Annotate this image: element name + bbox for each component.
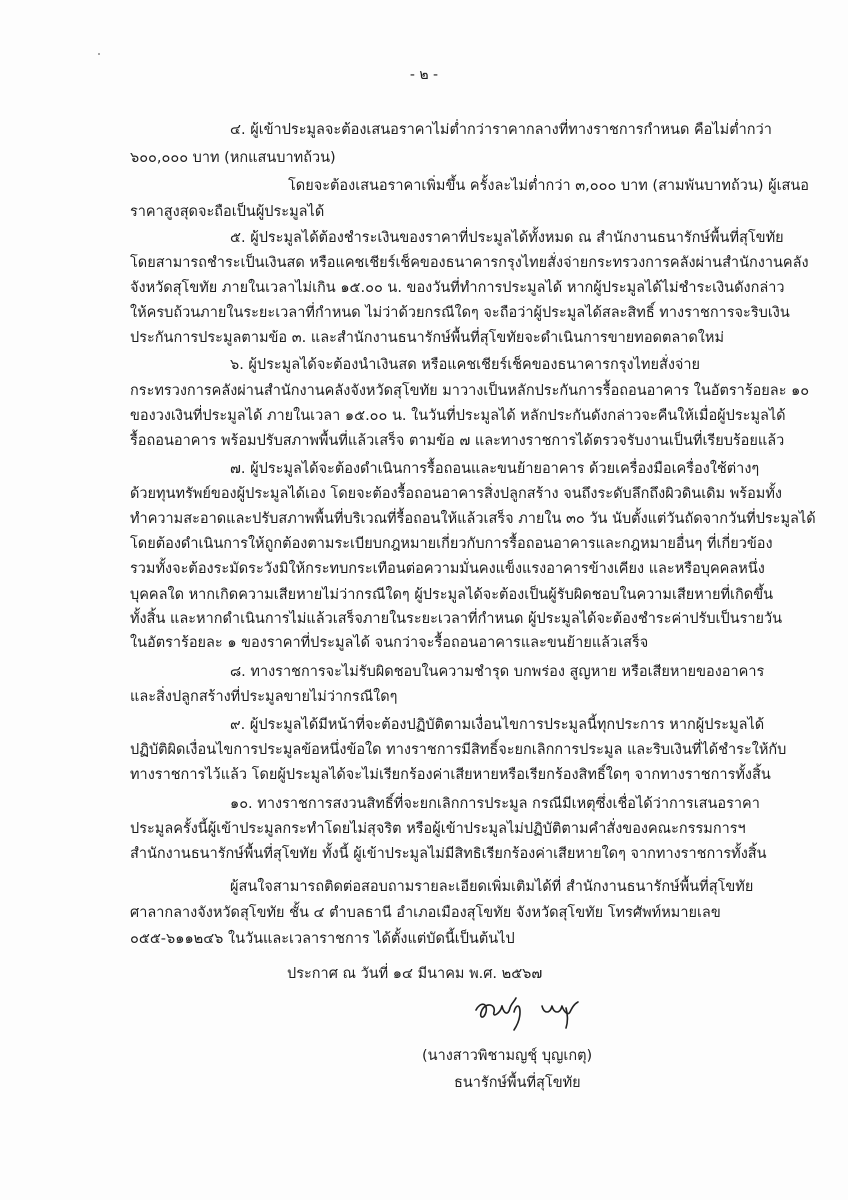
clause-8-line-2: และสิ่งปลูกสร้างที่ประมูลขายไม่ว่ากรณีใดๆ	[130, 689, 398, 705]
clause-8-line-1: ๘. ทางราชการจะไม่รับผิดชอบในความชำรุด บกพร่อง สูญหาย หรือเสียหายของอาคาร	[230, 664, 765, 680]
signatory-title: ธนารักษ์พื้นที่สุโขทัย	[454, 1075, 581, 1091]
clause-7-line-5: รวมทั้งจะต้องระมัดระวังมิให้กระทบกระเทือนต่อความมั่นคงแข็งแรงอาคารข้างเคียง และหรือบุคคลหนึ่ง	[130, 561, 765, 577]
contact-line-1: ผู้สนใจสามารถติดต่อสอบถามรายละเอียดเพิ่มเติมได้ที่ สำนักงานธนารักษ์พื้นที่สุโขทัย	[230, 879, 754, 895]
clause-5-line-2: โดยสามารถชำระเป็นเงินสด หรือแคชเชียร์เช็คของธนาคารกรุงไทยสั่งจ่ายกระทรวงการคลังผ่านสำนักงานคลัง	[130, 255, 809, 271]
clause-9-line-2: ปฏิบัติผิดเงื่อนไขการประมูลข้อหนึ่งข้อใด ทางราชการมีสิทธิ์จะยกเลิกการประมูล และริบเงินที่ได้ชำระให้กับ	[130, 742, 787, 758]
clause-7-line-6: บุคคลใด หากเกิดความเสียหายไม่ว่ากรณีใดๆ ผู้ประมูลได้จะต้องเป็นผู้รับผิดชอบในความเสียหายที่เกิดขึ้น	[130, 587, 774, 603]
handwritten-signature	[470, 990, 610, 1034]
scan-speck	[98, 53, 100, 55]
clause-5-line-4: ให้ครบถ้วนภายในระยะเวลาที่กำหนด ไม่ว่าด้วยกรณีใดๆ จะถือว่าผู้ประมูลได้สละสิทธิ์ ทางราชการจะริบเงิน	[130, 305, 790, 321]
clause-4-line-1: ๔. ผู้เข้าประมูลจะต้องเสนอราคาไม่ต่ำกว่าราคากลางที่ทางราชการกำหนด คือไม่ต่ำกว่า	[230, 122, 772, 138]
clause-7-line-7: ทั้งสิ้น และหากดำเนินการไม่แล้วเสร็จภายในระยะเวลาที่กำหนด ผู้ประมูลได้จะต้องชำระค่าปรับเป็นรายวัน	[130, 611, 783, 627]
clause-7-line-2: ด้วยทุนทรัพย์ของผู้ประมูลได้เอง โดยจะต้องรื้อถอนอาคารสิ่งปลูกสร้าง จนถึงระดับลึกถึงผิวดินเดิม พร้อมทั้ง	[130, 486, 782, 502]
clause-5-line-5: ประกันการประมูลตามข้อ ๓. และสำนักงานธนารักษ์พื้นที่สุโขทัยจะดำเนินการขายทอดตลาดใหม่	[130, 330, 725, 346]
contact-line-2: ศาลากลางจังหวัดสุโขทัย ชั้น ๔ ตำบลธานี อำเภอเมืองสุโขทัย จังหวัดสุโขทัย โทรศัพท์หมายเลข	[130, 905, 721, 921]
clause-6-line-2: กระทรวงการคลังผ่านสำนักงานคลังจังหวัดสุโขทัย มาวางเป็นหลักประกันการรื้อถอนอาคาร ในอัตราร้อยละ ๑๐	[130, 383, 810, 399]
bid-increment-line-1: โดยจะต้องเสนอราคาเพิ่มขึ้น ครั้งละไม่ต่ำกว่า ๓,๐๐๐ บาท (สามพันบาทถ้วน) ผู้เสนอ	[288, 178, 810, 194]
clause-9-line-1: ๙. ผู้ประมูลได้มีหน้าที่จะต้องปฏิบัติตามเงื่อนไขการประมูลนี้ทุกประการ หากผู้ประมูลได้	[230, 717, 765, 733]
clause-4-line-2: ๖๐๐,๐๐๐ บาท (หกแสนบาทถ้วน)	[130, 150, 336, 166]
clause-6-line-3: ของวงเงินที่ประมูลได้ ภายในเวลา ๑๕.๐๐ น. ในวันที่ประมูลได้ หลักประกันดังกล่าวจะคืนให้เมื่อผู้ประมูลได้	[130, 408, 786, 424]
clause-6-line-1: ๖. ผู้ประมูลได้จะต้องนำเงินสด หรือแคชเชียร์เช็คของธนาคารกรุงไทยสั่งจ่าย	[230, 357, 701, 373]
clause-5-line-3: จังหวัดสุโขทัย ภายในเวลาไม่เกิน ๑๕.๐๐ น. ของวันที่ทำการประมูลได้ หากผู้ประมูลได้ไม่ชำระเงินดังกล่าว	[130, 280, 785, 296]
clause-7-line-8: ในอัตราร้อยละ ๑ ของราคาที่ประมูลได้ จนกว่าจะรื้อถอนอาคารและขนย้ายแล้วเสร็จ	[130, 635, 649, 651]
clause-9-line-3: ทางราชการไว้แล้ว โดยผู้ประมูลได้จะไม่เรียกร้องค่าเสียหายหรือเรียกร้องสิทธิ์ใดๆ จากทางราชการทั้งสิ้น	[130, 767, 771, 783]
clause-5-line-1: ๕. ผู้ประมูลได้ต้องชำระเงินของราคาที่ประมูลได้ทั้งหมด ณ สำนักงานธนารักษ์พื้นที่สุโขทัย	[230, 230, 784, 246]
page-number: - ๒ -	[409, 67, 439, 83]
clause-7-line-1: ๗. ผู้ประมูลได้จะต้องดำเนินการรื้อถอนและขนย้ายอาคาร ด้วยเครื่องมือเครื่องใช้ต่างๆ	[230, 461, 760, 477]
signatory-name: (นางสาวพิชามญชุ์ บุญเกตุ)	[422, 1048, 593, 1064]
announcement-date: ประกาศ ณ วันที่ ๑๔ มีนาคม พ.ศ. ๒๕๖๗	[287, 966, 543, 982]
clause-10-line-1: ๑๐. ทางราชการสงวนสิทธิ์ที่จะยกเลิกการประมูล กรณีมีเหตุซึ่งเชื่อได้ว่าการเสนอราคา	[230, 796, 760, 812]
clause-10-line-3: สำนักงานธนารักษ์พื้นที่สุโขทัย ทั้งนี้ ผู้เข้าประมูลไม่มีสิทธิเรียกร้องค่าเสียหายใดๆ จากทางราชการทั้งสิ้น	[130, 846, 767, 862]
clause-10-line-2: ประมูลครั้งนี้ผู้เข้าประมูลกระทำโดยไม่สุจริต หรือผู้เข้าประมูลไม่ปฏิบัติตามคำสั่งของคณะกรรมการฯ	[130, 821, 746, 837]
clause-7-line-3: ทำความสะอาดและปรับสภาพพื้นที่บริเวณที่รื้อถอนให้แล้วเสร็จ ภายใน ๓๐ วัน นับตั้งแต่วันถัดจากวันที่ประมูลได้	[130, 511, 816, 527]
bid-increment-line-2: ราคาสูงสุดจะถือเป็นผู้ประมูลได้	[130, 204, 325, 220]
contact-line-3: ๐๕๕-๖๑๑๒๔๖ ในวันและเวลาราชการ ได้ตั้งแต่บัดนี้เป็นต้นไป	[130, 931, 515, 947]
clause-7-line-4: โดยต้องดำเนินการให้ถูกต้องตามระเบียบกฎหมายเกี่ยวกับการรื้อถอนอาคารและกฎหมายอื่นๆ ที่เกี่ยวข้อง	[130, 536, 773, 552]
clause-6-line-4: รื้อถอนอาคาร พร้อมปรับสภาพพื้นที่แล้วเสร็จ ตามข้อ ๗ และทางราชการได้ตรวจรับงานเป็นที่เรียบร้อยแล้ว	[130, 433, 785, 449]
